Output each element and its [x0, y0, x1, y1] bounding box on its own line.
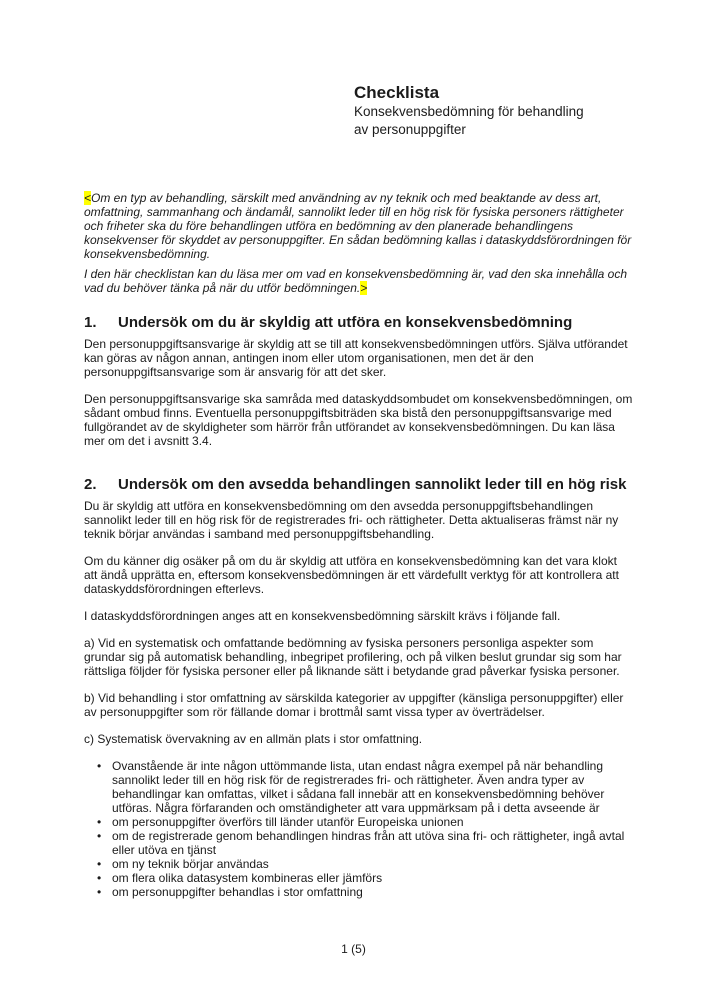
- bullet-item: • om personuppgifter behandlas i stor omfattning: [112, 885, 633, 899]
- page-subtitle-line1: Konsekvensbedömning för behandling: [354, 104, 584, 119]
- section-2-bullet-list: [84, 759, 633, 899]
- section-2-heading-text: Undersök om den avsedda behandlingen sannolikt leder till en hög risk: [118, 476, 627, 493]
- page-title: Checklista: [354, 83, 440, 102]
- section-2-list-item-b: b) Vid behandling i stor omfattning av särskilda kategorier av uppgifter (känsliga personuppgifter) eller av personuppgifter som rör fällande domar i brottmål samt vissa typer av överträdelser.: [84, 691, 624, 719]
- section-1-paragraph: Den personuppgiftsansvarige är skyldig att se till att konsekvensbedömningen utförs. Själva utförandet kan göras av någon annan, antingen inom eller utom organisationen, men det är den personuppgiftsansvarige som är ansvarig för att det sker.: [84, 337, 628, 379]
- intro-paragraph-2-text: I den här checklistan kan du läsa mer om vad en konsekvensbedömning är, vad den ska innehålla och vad du behöver tänka på när du utför bedömningen.: [84, 267, 627, 295]
- bullet-item: • om personuppgifter överförs till länder utanför Europeiska unionen: [112, 815, 633, 829]
- document-body: [84, 191, 633, 899]
- title-block: [354, 82, 654, 138]
- highlighted-close-bracket: >: [360, 281, 368, 295]
- section-2-number: 2.: [84, 476, 97, 493]
- page-subtitle-line2: av personuppgifter: [354, 121, 466, 137]
- section-1-heading-text: Undersök om du är skyldig att utföra en konsekvensbedömning: [118, 314, 573, 331]
- bullet-item: • om ny teknik börjar användas: [112, 857, 633, 871]
- section-2-list-item-a: a) Vid en systematisk och omfattande bedömning av fysiska personers personliga aspekter som grundar sig på automatisk behandling, inbegripet profilering, och på vilken beslut grundar sig som har rättsliga följder för fysiska personer eller på liknande sätt i betydande grad påverkar fysiska personer.: [84, 636, 622, 678]
- intro-paragraph-1: [84, 191, 633, 261]
- highlighted-open-bracket: <: [84, 191, 92, 205]
- section-1-paragraph: Den personuppgiftsansvarige ska samråda med dataskyddsombudet om konsekvensbedömningen, om sådant ombud finns. Eventuella personuppgiftsbiträden ska bistå den personuppgiftsansvarige med fullgörandet av de skyldigheter som härrör från utförandet av konsekvensbedömningen. Du kan läsa mer om det i avsnitt 3.4.: [84, 392, 633, 448]
- page-number: 1 (5): [341, 942, 366, 956]
- bullet-item: • Ovanstående är inte någon uttömmande lista, utan endast några exempel på när behandling sannolikt leder till en hög risk för de registrerades fri- och rättigheter. Även andra typer av behandlingar kan omfattas, vilket i sådana fall innebär att en konsekvensbedömning behöver utföras. Några förfaranden och omständigheter att vara uppmärksam på i detta avseende är: [112, 759, 633, 815]
- bullet-item: • om flera olika datasystem kombineras eller jämförs: [112, 871, 633, 885]
- section-1-heading: [84, 313, 633, 332]
- section-2-paragraph: I dataskyddsförordningen anges att en konsekvensbedömning särskilt krävs i följande fall.: [84, 609, 561, 623]
- section-2-paragraph: Du är skyldig att utföra en konsekvensbedömning om den avsedda personuppgiftsbehandlingen sannolikt leder till en hög risk för de registrerades fri- och rättigheter. Detta aktualiseras främst när ny teknik börjar användas i samband med personuppgiftsbehandling.: [84, 499, 619, 541]
- section-2-list-item-c: c) Systematisk övervakning av en allmän plats i stor omfattning.: [84, 732, 423, 746]
- section-2-paragraph: Om du känner dig osäker på om du är skyldig att utföra en konsekvensbedömning kan det vara klokt att ändå upprätta en, eftersom konsekvensbedömningen är ett värdefullt verktyg för att kontrollera att dataskyddsförordningen efterlevs.: [84, 554, 619, 596]
- bullet-item: • om de registrerade genom behandlingen hindras från att utöva sina fri- och rättigheter, ingå avtal eller utöva en tjänst: [112, 829, 633, 857]
- section-1-number: 1.: [84, 314, 97, 331]
- intro-paragraph-2: [84, 267, 633, 295]
- section-2-heading: [84, 475, 633, 494]
- intro-paragraph-1-text: Om en typ av behandling, särskilt med användning av ny teknik och med beaktande av dess art, omfattning, sammanhang och ändamål, sannolikt leder till en hög risk för fysiska personers rättigheter och friheter ska du före behandlingen utföra en bedömning av den planerade behandlingens konsekvenser för skyddet av personuppgifter. En sådan bedömning kallas i dataskyddsförordningen för konsekvensbedömning.: [84, 191, 632, 261]
